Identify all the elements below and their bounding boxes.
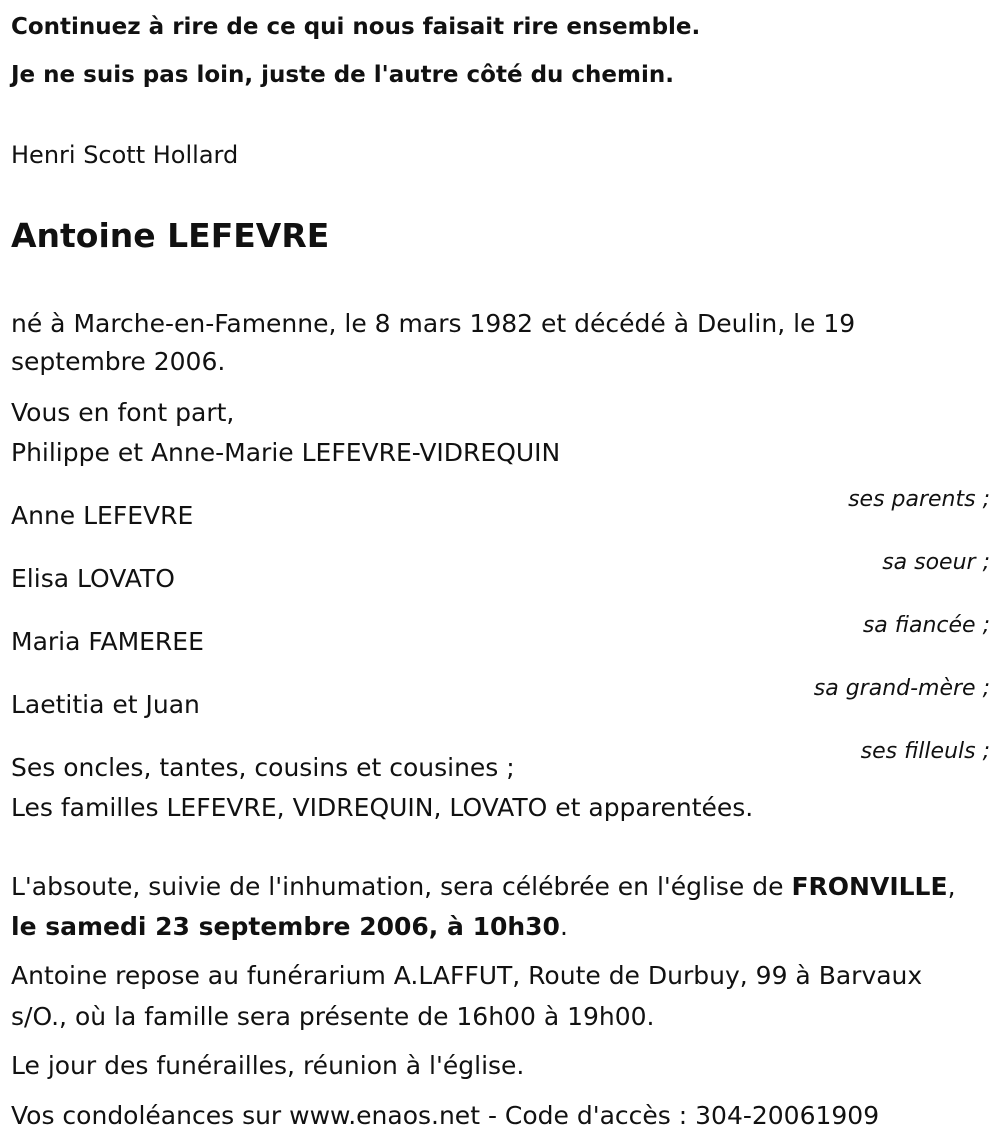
- announcement-intro: Vous en font part,: [11, 398, 235, 427]
- condolences-line: Vos condoléances sur www.enaos.net - Code d'accès : 304-20061909: [11, 1101, 880, 1130]
- deceased-name: Antoine LEFEVRE: [11, 216, 330, 255]
- visitation-line-1: Antoine repose au funérarium A.LAFFUT, Route de Durbuy, 99 à Barvaux: [11, 961, 923, 990]
- family-member-name: Philippe et Anne-Marie LEFEVRE-VIDREQUIN: [11, 438, 561, 467]
- family-member-role: sa soeur ;: [882, 550, 990, 575]
- birth-death-line-2: septembre 2006.: [11, 347, 226, 376]
- quote-line-2: Je ne suis pas loin, juste de l'autre côté du chemin.: [11, 62, 674, 88]
- family-member-name: Maria FAMEREE: [11, 627, 204, 656]
- family-member-role: ses parents ;: [848, 487, 990, 512]
- ceremony-line-2: [11, 912, 568, 942]
- family-member-role: ses filleuls ;: [860, 739, 990, 764]
- family-member-name: Elisa LOVATO: [11, 564, 175, 593]
- family-member-name: Laetitia et Juan: [11, 690, 200, 719]
- relatives-line-2: Les familles LEFEVRE, VIDREQUIN, LOVATO et apparentées.: [11, 793, 754, 822]
- quote-author: Henri Scott Hollard: [11, 141, 239, 169]
- ceremony-period: .: [559, 912, 568, 941]
- visitation-line-2: s/O., où la famille sera présente de 16h00 à 19h00.: [11, 1002, 655, 1031]
- ceremony-comma: ,: [947, 872, 956, 901]
- birth-death-line-1: né à Marche-en-Famenne, le 8 mars 1982 et décédé à Deulin, le 19: [11, 309, 856, 338]
- family-member-role: sa fiancée ;: [862, 613, 990, 638]
- ceremony-line-1: [11, 872, 956, 902]
- relatives-line-1: Ses oncles, tantes, cousins et cousines ;: [11, 753, 515, 782]
- family-member-role: sa grand-mère ;: [813, 676, 990, 701]
- church-name: FRONVILLE: [791, 872, 948, 901]
- ceremony-date-time: le samedi 23 septembre 2006, à 10h30: [11, 912, 560, 941]
- quote-line-1: Continuez à rire de ce qui nous faisait rire ensemble.: [11, 14, 701, 40]
- family-member-name: Anne LEFEVRE: [11, 501, 194, 530]
- ceremony-text: L'absoute, suivie de l'inhumation, sera célébrée en l'église de: [11, 872, 792, 901]
- funeral-note: Le jour des funérailles, réunion à l'église.: [11, 1051, 525, 1080]
